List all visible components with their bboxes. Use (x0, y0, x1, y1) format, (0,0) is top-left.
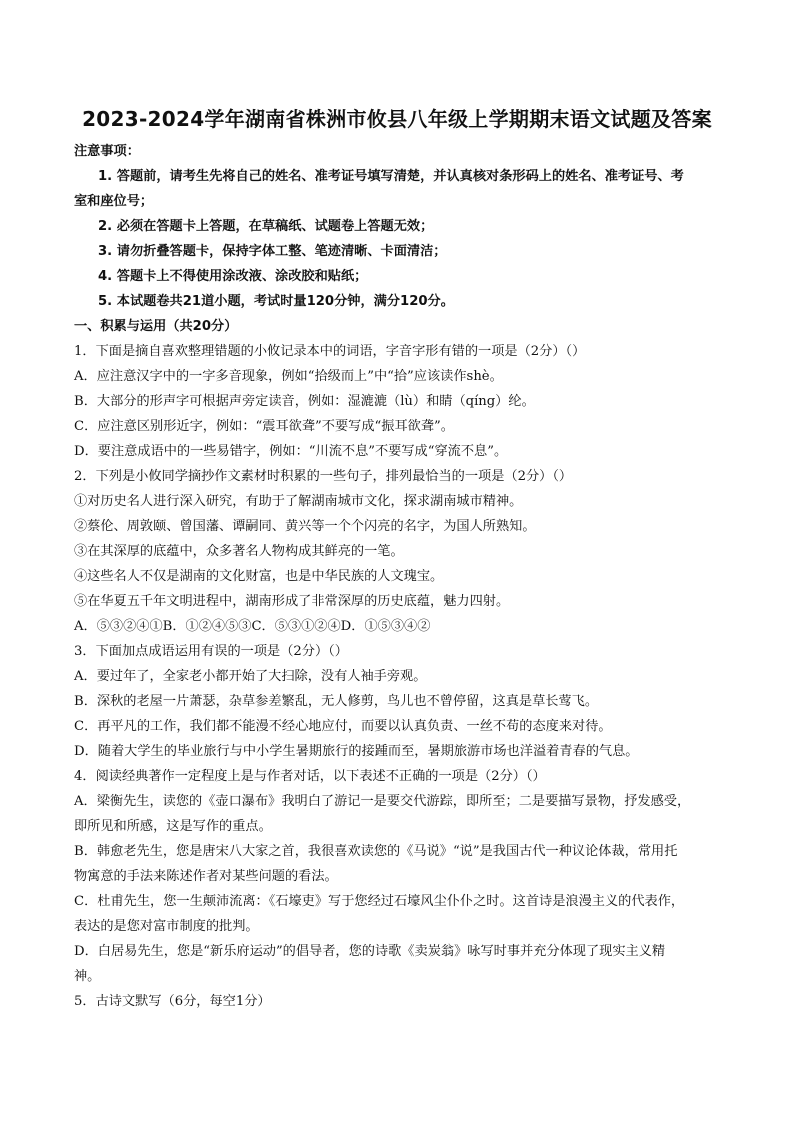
sentence-line: ②蔡伦、周敦颐、曾国藩、谭嗣同、黄兴等一个个闪亮的名字，为国人所熟知。 (74, 519, 536, 534)
option-line: B．韩愈老先生，您是唐宋八大家之首，我很喜欢读您的《马说》“说”是我国古代一种议论体裁，常用托 (74, 844, 678, 859)
option-line: D．随着大学生的毕业旅行与中小学生暑期旅行的接踵而至，暑期旅游市场也洋溢着青春的气息。 (74, 744, 639, 759)
option-line: A．应注意汉字中的一字多音现象，例如“拾级而上”中“拾”应该读作shè。 (74, 369, 503, 384)
option-line: 即所见和所感，这是写作的重点。 (74, 819, 272, 834)
section-heading: 一、积累与运用（共20分） (74, 319, 238, 334)
option-line: C．再平凡的工作，我们都不能漫不经心地应付，而要以认真负责、一丝不苟的态度来对待。 (74, 719, 612, 734)
option-line: D．白居易先生，您是“新乐府运动”的倡导者，您的诗歌《卖炭翁》咏写时事并充分体现了现实主义精 (74, 944, 666, 959)
option-line: C．杜甫先生，您一生颠沛流离：《石壕吏》写于您经过石壕风尘仆仆之时。这首诗是浪漫主义的代表作， (74, 894, 685, 909)
question-line: 1．下面是摘自喜欢整理错题的小攸记录本中的词语，字音字形有错的一项是（2分）（） (74, 344, 586, 359)
sentence-line: ③在其深厚的底蕴中，众多著名人物构成其鲜亮的一笔。 (74, 544, 404, 559)
notice-item: 5. 本试题卷共21道小题，考试时量120分钟，满分120分。 (98, 294, 454, 309)
question-line: 2．下列是小攸同学摘抄作文素材时积累的一些句子，排列最恰当的一项是（2分）（） (74, 469, 573, 484)
question-line: 4．阅读经典著作一定程度上是与作者对话，以下表述不正确的一项是（2分）（） (74, 769, 546, 784)
notice-item: 1. 答题前，请考生先将自己的姓名、准考证号填写清楚，并认真核对条形码上的姓名、准考证号、考 (98, 169, 684, 184)
sentence-line: ①对历史名人进行深入研究，有助于了解湖南城市文化，探求湖南城市精神。 (74, 494, 523, 509)
notice-item: 2. 必须在答题卡上答题，在草稿纸、试题卷上答题无效； (98, 219, 434, 234)
option-line: 表达的是您对富市制度的批判。 (74, 919, 259, 934)
option-line: 物寓意的手法来陈述作者对某些问题的看法。 (74, 869, 338, 884)
option-line: B．大部分的形声字可根据声旁定读音，例如：湿漉漉（lù）和睛（qíng）纶。 (74, 394, 535, 409)
notice-item: 室和座位号； (74, 194, 154, 209)
question-line: 3．下面加点成语运用有误的一项是（2分）（） (74, 644, 348, 659)
option-line: C．应注意区别形近字，例如：“震耳欲聋”不要写成“振耳欲聋”。 (74, 419, 454, 434)
sentence-line: ④这些名人不仅是湖南的文化财富，也是中华民族的人文瑰宝。 (74, 569, 444, 584)
option-line: A．⑤③②④①B．①②④⑤③C．⑤③①②④D．①⑤③④② (74, 619, 431, 634)
option-line: A．梁衡先生，读您的《壶口瀑布》我明白了游记一是要交代游踪，即所至；二是要描写景物，抒发感受， (74, 794, 691, 809)
option-line: 神。 (74, 969, 101, 984)
notice-item: 4. 答题卡上不得使用涂改液、涂改胶和贴纸； (98, 269, 368, 284)
option-line: B．深秋的老屋一片萧瑟，杂草参差繁乱，无人修剪，鸟儿也不曾停留，这真是草长莺飞。 (74, 694, 598, 709)
option-line: A．要过年了，全家老小都开始了大扫除，没有人袖手旁观。 (74, 669, 427, 684)
notice-heading: 注意事项： (74, 144, 140, 159)
page-title: 2023-2024学年湖南省株洲市攸县八年级上学期期末语文试题及答案 (82, 107, 712, 131)
question-line: 5．古诗文默写（6分，每空1分） (74, 994, 271, 1009)
notice-item: 3. 请勿折叠答题卡，保持字体工整、笔迹清晰、卡面清洁； (98, 244, 447, 259)
sentence-line: ⑤在华夏五千年文明进程中，湖南形成了非常深厚的历史底蕴，魅力四射。 (74, 594, 510, 609)
option-line: D．要注意成语中的一些易错字，例如：“川流不息”不要写成“穿流不息”。 (74, 444, 508, 459)
